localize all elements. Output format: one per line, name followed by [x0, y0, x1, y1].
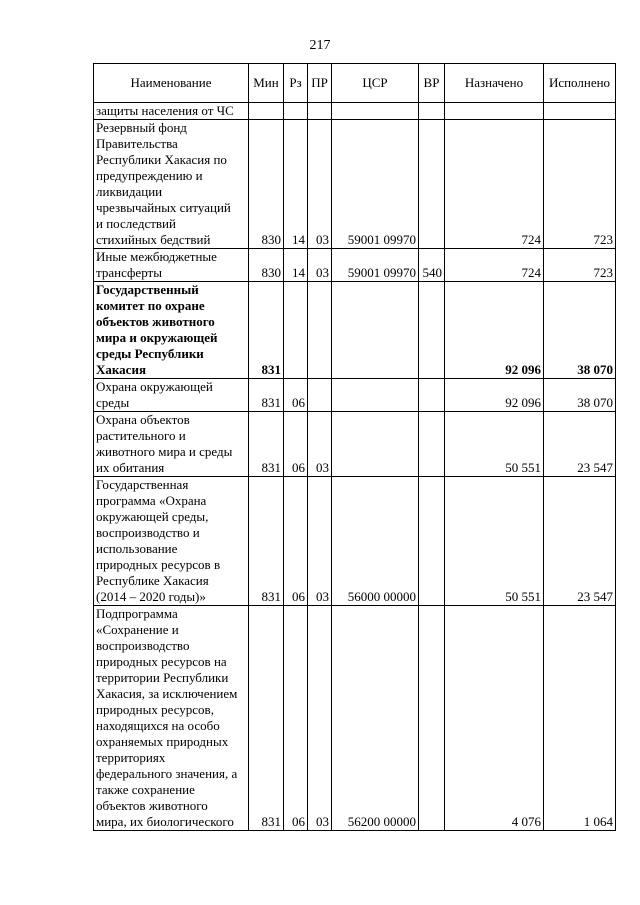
header-vr: ВР [419, 64, 445, 103]
cell-ispolneno [544, 103, 616, 120]
cell-rz: 14 [284, 249, 308, 282]
cell-vr: 540 [419, 249, 445, 282]
cell-vr [419, 379, 445, 412]
cell-vr [419, 103, 445, 120]
cell-naznacheno: 50 551 [445, 477, 544, 606]
cell-name: Государственная программа «Охрана окружающей среды, воспроизводство и использование природных ресурсов в Республике Хакасия (2014 – 2020 годы)» [94, 477, 249, 606]
cell-naznacheno: 4 076 [445, 606, 544, 831]
table-row [94, 120, 616, 249]
cell-naznacheno: 724 [445, 249, 544, 282]
cell-name: Охрана окружающей среды [94, 379, 249, 412]
cell-pr: 03 [308, 606, 332, 831]
cell-csr: 59001 09970 [332, 120, 419, 249]
cell-pr [308, 103, 332, 120]
cell-ispolneno: 723 [544, 249, 616, 282]
cell-vr [419, 412, 445, 477]
header-pr: ПР [308, 64, 332, 103]
cell-csr: 56200 00000 [332, 606, 419, 831]
cell-ispolneno: 38 070 [544, 379, 616, 412]
cell-rz: 06 [284, 379, 308, 412]
cell-pr: 03 [308, 120, 332, 249]
table-row [94, 249, 616, 282]
cell-csr: 56000 00000 [332, 477, 419, 606]
cell-csr [332, 379, 419, 412]
cell-csr [332, 103, 419, 120]
cell-ispolneno: 1 064 [544, 606, 616, 831]
cell-naznacheno: 724 [445, 120, 544, 249]
cell-vr [419, 477, 445, 606]
cell-pr: 03 [308, 249, 332, 282]
cell-min: 831 [249, 379, 284, 412]
header-min: Мин [249, 64, 284, 103]
table-row [94, 412, 616, 477]
cell-csr [332, 412, 419, 477]
cell-min: 831 [249, 606, 284, 831]
cell-min: 831 [249, 412, 284, 477]
cell-rz [284, 103, 308, 120]
table-row [94, 103, 616, 120]
cell-min: 830 [249, 120, 284, 249]
page-number: 217 [309, 38, 331, 53]
cell-ispolneno: 723 [544, 120, 616, 249]
cell-name: Резервный фонд Правительства Республики Хакасия по предупреждению и ликвидации чрезвычайных ситуаций и последствий стихийных бедствий [94, 120, 249, 249]
table-header-row [94, 64, 616, 103]
cell-min [249, 103, 284, 120]
table-row [94, 606, 616, 831]
cell-pr [308, 379, 332, 412]
header-rz: Рз [284, 64, 308, 103]
cell-naznacheno: 92 096 [445, 282, 544, 379]
header-name: Наименование [94, 64, 249, 103]
header-csr: ЦСР [332, 64, 419, 103]
cell-pr [308, 282, 332, 379]
cell-min: 830 [249, 249, 284, 282]
cell-rz [284, 282, 308, 379]
header-ispolneno: Исполнено [544, 64, 616, 103]
cell-vr [419, 282, 445, 379]
table-row [94, 477, 616, 606]
cell-rz: 06 [284, 606, 308, 831]
cell-min: 831 [249, 477, 284, 606]
cell-vr [419, 120, 445, 249]
cell-ispolneno: 23 547 [544, 412, 616, 477]
table-row [94, 379, 616, 412]
cell-rz: 14 [284, 120, 308, 249]
cell-name: Государственный комитет по охране объектов животного мира и окружающей среды Республики Хакасия [94, 282, 249, 379]
cell-naznacheno: 92 096 [445, 379, 544, 412]
cell-naznacheno: 50 551 [445, 412, 544, 477]
cell-naznacheno [445, 103, 544, 120]
cell-rz: 06 [284, 477, 308, 606]
cell-name: Охрана объектов растительного и животного мира и среды их обитания [94, 412, 249, 477]
cell-vr [419, 606, 445, 831]
cell-ispolneno: 23 547 [544, 477, 616, 606]
cell-pr: 03 [308, 412, 332, 477]
cell-rz: 06 [284, 412, 308, 477]
budget-table [93, 63, 616, 831]
cell-name: Подпрограмма «Сохранение и воспроизводство природных ресурсов на территории Республики Хакасия, за исключением природных ресурсов, находящихся на особо охраняемых природных территориях федерального значения, а также сохранение объектов животного мира, их биологического [94, 606, 249, 831]
table-row [94, 282, 616, 379]
cell-name: защиты населения от ЧС [94, 103, 249, 120]
cell-csr: 59001 09970 [332, 249, 419, 282]
cell-csr [332, 282, 419, 379]
header-naznacheno: Назначено [445, 64, 544, 103]
cell-name: Иные межбюджетные трансферты [94, 249, 249, 282]
cell-ispolneno: 38 070 [544, 282, 616, 379]
cell-min: 831 [249, 282, 284, 379]
cell-pr: 03 [308, 477, 332, 606]
